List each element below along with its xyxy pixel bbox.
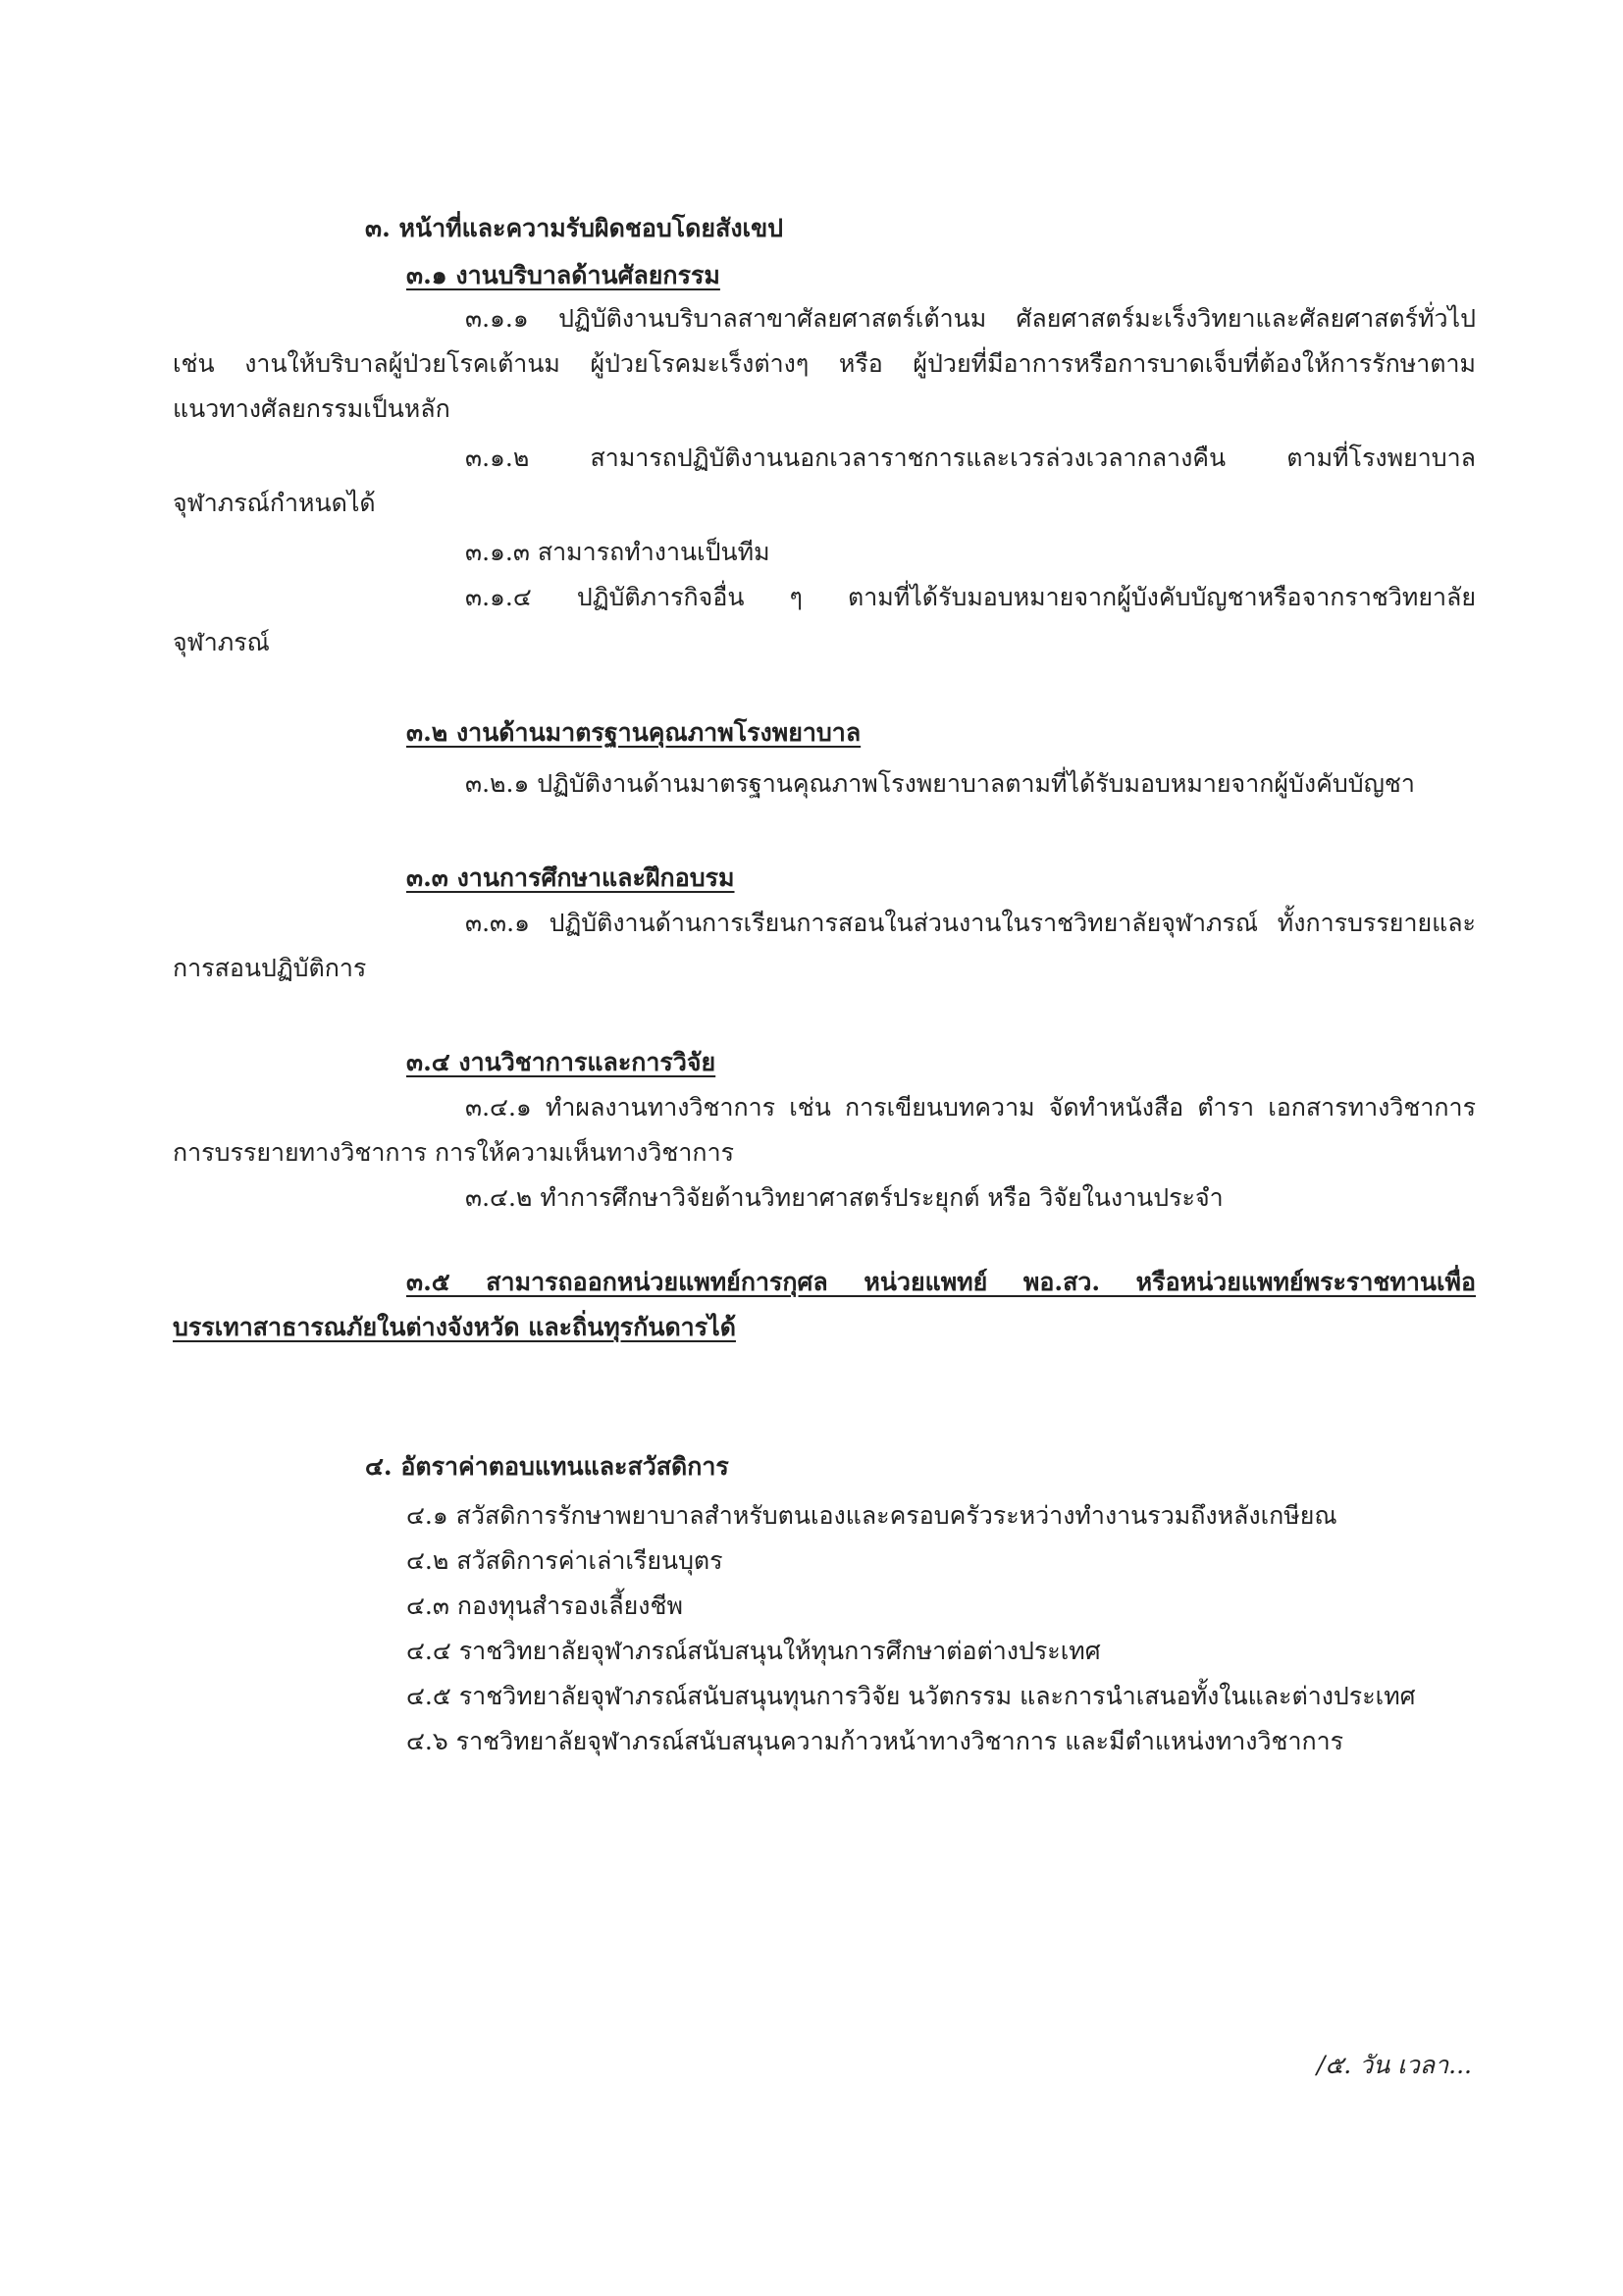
item-3-1-2-line2: จุฬาภรณ์กำหนดได้ xyxy=(173,489,376,517)
item-3-4-2: ๓.๔.๒ ทำการศึกษาวิจัยด้านวิทยาศาสตร์ประยุกต์ หรือ วิจัยในงานประจำ xyxy=(465,1183,1224,1212)
section-3-1-title: ๓.๑ งานบริบาลด้านศัลยกรรม xyxy=(406,261,720,289)
item-3-1-4-line2: จุฬาภรณ์ xyxy=(173,628,270,656)
section-3-5-title-line1: ๓.๕ สามารถออกหน่วยแพทย์การกุศล หน่วยแพทย์ พอ.สว. หรือหน่วยแพทย์พระราชทานเพื่อ xyxy=(406,1268,1476,1296)
item-4-4: ๔.๔ ราชวิทยาลัยจุฬาภรณ์สนับสนุนให้ทุนการศึกษาต่อต่างประเทศ xyxy=(406,1637,1101,1665)
item-3-2-1: ๓.๒.๑ ปฏิบัติงานด้านมาตรฐานคุณภาพโรงพยาบาลตามที่ได้รับมอบหมายจากผู้บังคับบัญชา xyxy=(465,769,1415,798)
item-3-1-2-line1: ๓.๑.๒ สามารถปฏิบัติงานนอกเวลาราชการและเวรล่วงเวลากลางคืน ตามที่โรงพยาบาล xyxy=(465,444,1476,472)
item-3-1-1-line3: แนวทางศัลยกรรมเป็นหลัก xyxy=(173,394,450,423)
item-3-1-1-line1: ๓.๑.๑ ปฏิบัติงานบริบาลสาขาศัลยศาสตร์เต้านม ศัลยศาสตร์มะเร็งวิทยาและศัลยศาสตร์ทั่วไป xyxy=(465,304,1476,333)
section-4-heading: ๔. อัตราค่าตอบแทนและสวัสดิการ xyxy=(365,1452,729,1481)
section-3-5-title-line2: บรรเทาสาธารณภัยในต่างจังหวัด และถิ่นทุรกันดารได้ xyxy=(173,1313,736,1341)
item-3-3-1-line2: การสอนปฏิบัติการ xyxy=(173,954,367,982)
item-4-3: ๔.๓ กองทุนสำรองเลี้ยงชีพ xyxy=(406,1592,683,1620)
section-3-2-title: ๓.๒ งานด้านมาตรฐานคุณภาพโรงพยาบาล xyxy=(406,718,862,747)
item-3-4-1-line2: การบรรยายทางวิชาการ การให้ความเห็นทางวิชาการ xyxy=(173,1138,735,1167)
page-continuation: /๕. วัน เวลา... xyxy=(1316,2051,1472,2079)
section-3-4-title: ๓.๔ งานวิชาการและการวิจัย xyxy=(406,1048,716,1076)
section-3-3-title: ๓.๓ งานการศึกษาและฝึกอบรม xyxy=(406,863,735,892)
section-3-heading: ๓. หน้าที่และความรับผิดชอบโดยสังเขป xyxy=(365,214,784,242)
item-4-1: ๔.๑ สวัสดิการรักษาพยาบาลสำหรับตนเองและครอบครัวระหว่างทำงานรวมถึงหลังเกษียณ xyxy=(406,1501,1337,1530)
item-3-1-1-line2: เช่น งานให้บริบาลผู้ป่วยโรคเต้านม ผู้ป่วยโรคมะเร็งต่างๆ หรือ ผู้ป่วยที่มีอาการหรือการบาดเจ็บที่ต้องให้การรักษาตาม xyxy=(173,349,1476,378)
item-3-1-4-line1: ๓.๑.๔ ปฏิบัติภารกิจอื่น ๆ ตามที่ได้รับมอบหมายจากผู้บังคับบัญชาหรือจากราชวิทยาลัย xyxy=(465,583,1476,611)
item-4-6: ๔.๖ ราชวิทยาลัยจุฬาภรณ์สนับสนุนความก้าวหน้าทางวิชาการ และมีตำแหน่งทางวิชาการ xyxy=(406,1727,1344,1755)
item-4-2: ๔.๒ สวัสดิการค่าเล่าเรียนบุตร xyxy=(406,1546,723,1575)
item-3-3-1-line1: ๓.๓.๑ ปฏิบัติงานด้านการเรียนการสอนในส่วนงานในราชวิทยาลัยจุฬาภรณ์ ทั้งการบรรยายและ xyxy=(465,909,1476,937)
item-3-1-3: ๓.๑.๓ สามารถทำงานเป็นทีม xyxy=(465,538,770,566)
item-4-5: ๔.๕ ราชวิทยาลัยจุฬาภรณ์สนับสนุนทุนการวิจัย นวัตกรรม และการนำเสนอทั้งในและต่างประเทศ xyxy=(406,1682,1416,1710)
item-3-4-1-line1: ๓.๔.๑ ทำผลงานทางวิชาการ เช่น การเขียนบทความ จัดทำหนังสือ ตำรา เอกสารทางวิชาการ xyxy=(465,1093,1476,1122)
